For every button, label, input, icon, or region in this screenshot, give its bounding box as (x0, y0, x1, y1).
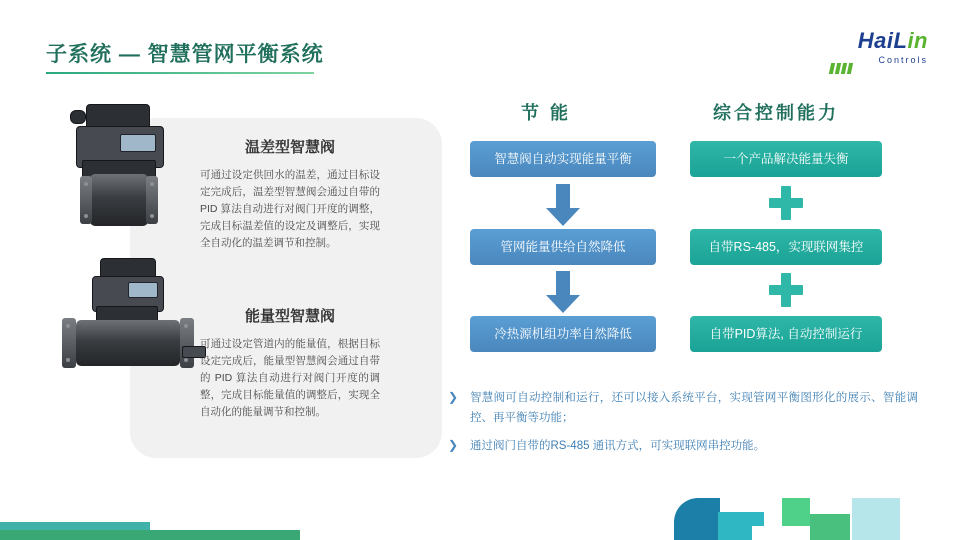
footer-bar-green (0, 530, 300, 540)
card-energy-title: 能量型智慧阀 (244, 308, 335, 325)
thermal-valve-photo (60, 104, 210, 234)
chip-control-1: 一个产品解决能量失衡 (690, 141, 882, 177)
chip-control-3: 自带PID算法, 自动控制运行 (690, 316, 882, 352)
chevron-right-icon: ❯ (448, 438, 459, 452)
logo-text-left: HaiL (857, 28, 908, 53)
arrow-down-icon (540, 182, 586, 228)
chip-energy-1: 智慧阀自动实现能量平衡 (470, 141, 656, 177)
page-title: 子系统 — 智慧管网平衡系统 (46, 43, 324, 66)
chip-energy-2: 管网能量供给自然降低 (470, 229, 656, 265)
card-thermal-valve (200, 136, 380, 252)
footer-shape-cyan-faded (852, 498, 900, 540)
footer-shape-green-square (782, 498, 810, 526)
list-item (448, 388, 918, 428)
column-heading-energy-saving: 节 能 (521, 103, 572, 123)
logo-tagline: Controls (878, 55, 928, 65)
brand-logo (808, 30, 928, 74)
footer-shape-green (810, 514, 850, 540)
logo-wordmark (808, 30, 928, 52)
title-underline (46, 72, 314, 74)
footer-decoration (0, 498, 960, 540)
chip-control-2: 自带RS-485，实现联网集控 (690, 229, 882, 265)
card-energy-body: 可通过设定管道内的能量值，根据目标设定完成后，能量型智慧阀会通过自带的 PID 算法自动进行对阀门开度的调整，完成目标能量值的调整后，实现全自动化的能量调节和控制。 (200, 338, 380, 418)
footer-shape-blue (674, 498, 720, 540)
note-text-1: 智慧阀可自动控制和运行，还可以接入系统平台，实现管网平衡图形化的展示、智能调控、再平衡等功能； (470, 392, 918, 424)
logo-bars-icon (830, 63, 856, 74)
card-energy-valve (200, 305, 380, 421)
arrow-down-icon (540, 269, 586, 315)
notes-list (448, 388, 918, 464)
card-thermal-title: 温差型智慧阀 (244, 139, 335, 156)
card-thermal-body: 可通过设定供回水的温差，通过目标设定完成后，温差型智慧阀会通过自带的 PID 算法自动进行对阀门开度的调整，完成目标温差值的设定及调整后，实现全自动化的温差调节和控制。 (200, 169, 380, 249)
logo-text-right: in (907, 28, 928, 53)
chevron-right-icon: ❯ (448, 390, 459, 404)
note-text-2: 通过阀门自带的RS-485 通讯方式，可实现联网串控功能。 (470, 440, 766, 452)
chip-energy-3: 冷热源机组功率自然降低 (470, 316, 656, 352)
plus-icon (769, 273, 803, 307)
plus-icon (769, 186, 803, 220)
column-heading-control-capability: 综合控制能力 (713, 103, 839, 123)
list-item (448, 436, 918, 456)
footer-bar-teal (0, 522, 150, 530)
